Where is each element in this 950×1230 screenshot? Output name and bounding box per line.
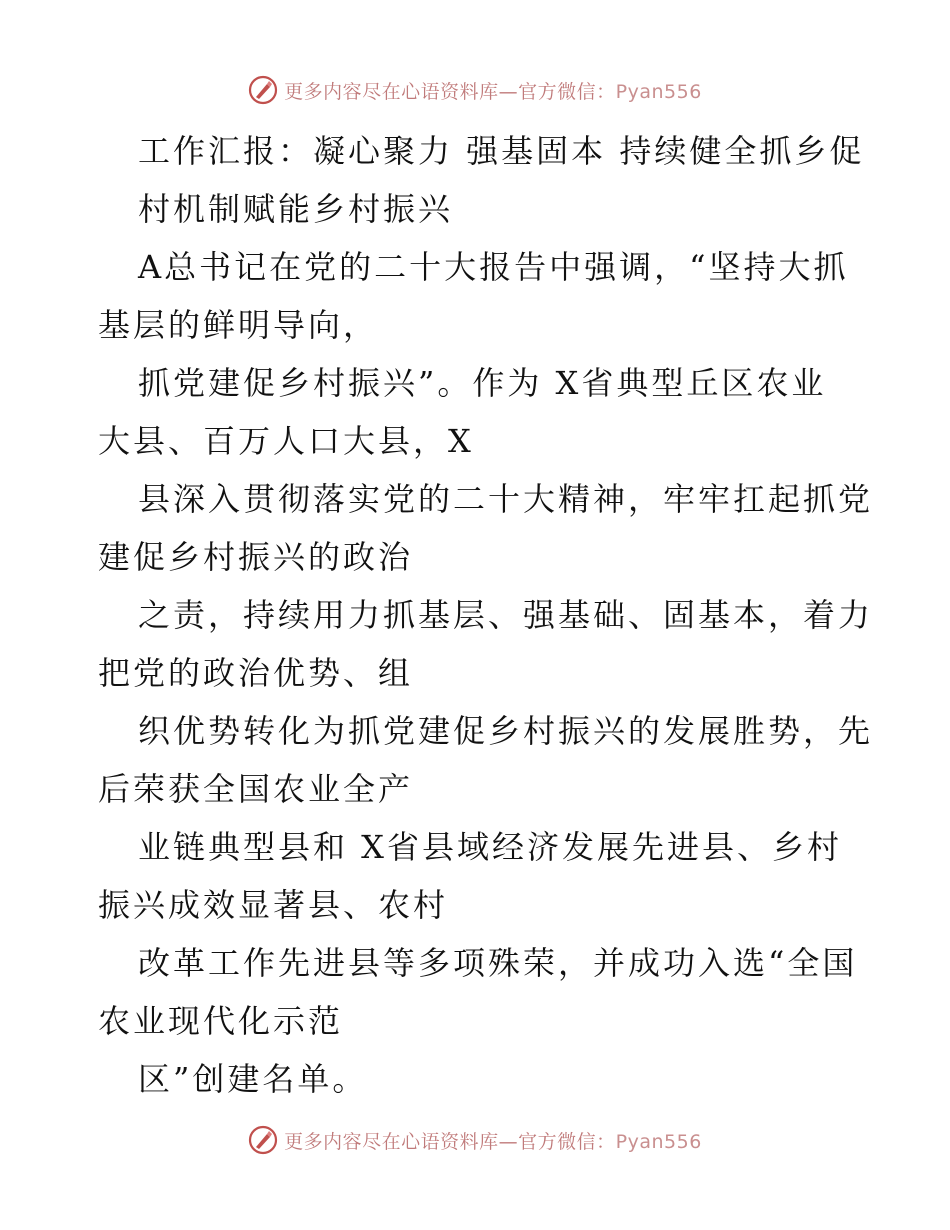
text-line: 村机制赋能乡村振兴 <box>138 190 454 228</box>
document-body <box>98 122 874 1108</box>
pen-logo-icon <box>248 75 278 105</box>
text-line: 后荣获全国农业全产 <box>98 770 414 808</box>
pen-logo-icon <box>248 1125 278 1155</box>
text-line: 业链典型县和 X省县域经济发展先进县、乡村 <box>138 828 842 866</box>
text-line: 农业现代化示范 <box>98 1002 344 1040</box>
text-line: 抓党建促乡村振兴”。作为 X省典型丘区农业 <box>138 364 827 402</box>
text-line: 基层的鲜明导向， <box>98 306 379 344</box>
text-line: 工作汇报：凝心聚力 强基固本 持续健全抓乡促 <box>138 132 865 170</box>
footer-watermark <box>0 1120 950 1160</box>
text-line: 大县、百万人口大县，X <box>98 422 474 460</box>
text-line: 振兴成效显著县、农村 <box>98 886 449 924</box>
text-line: 之责，持续用力抓基层、强基础、固基本，着力 <box>138 596 874 634</box>
text-line: A总书记在党的二十大报告中强调，“坚持大抓 <box>138 248 849 286</box>
text-line: 改革工作先进县等多项殊荣，并成功入选“全国 <box>138 944 858 982</box>
text-line: 建促乡村振兴的政治 <box>98 538 414 576</box>
watermark-account: Pyan556 <box>615 1130 702 1153</box>
header-watermark <box>0 70 950 110</box>
text-line: 织优势转化为抓党建促乡村振兴的发展胜势，先 <box>138 712 874 750</box>
watermark-account: Pyan556 <box>615 80 702 103</box>
text-line: 县深入贯彻落实党的二十大精神，牢牢扛起抓党 <box>138 480 874 518</box>
watermark-text: 更多内容尽在心语资料库—官方微信：Pyan556 <box>284 1130 702 1153</box>
text-line: 区”创建名单。 <box>138 1060 368 1098</box>
text-line: 把党的政治优势、组 <box>98 654 414 692</box>
watermark-text: 更多内容尽在心语资料库—官方微信：Pyan556 <box>284 80 702 103</box>
